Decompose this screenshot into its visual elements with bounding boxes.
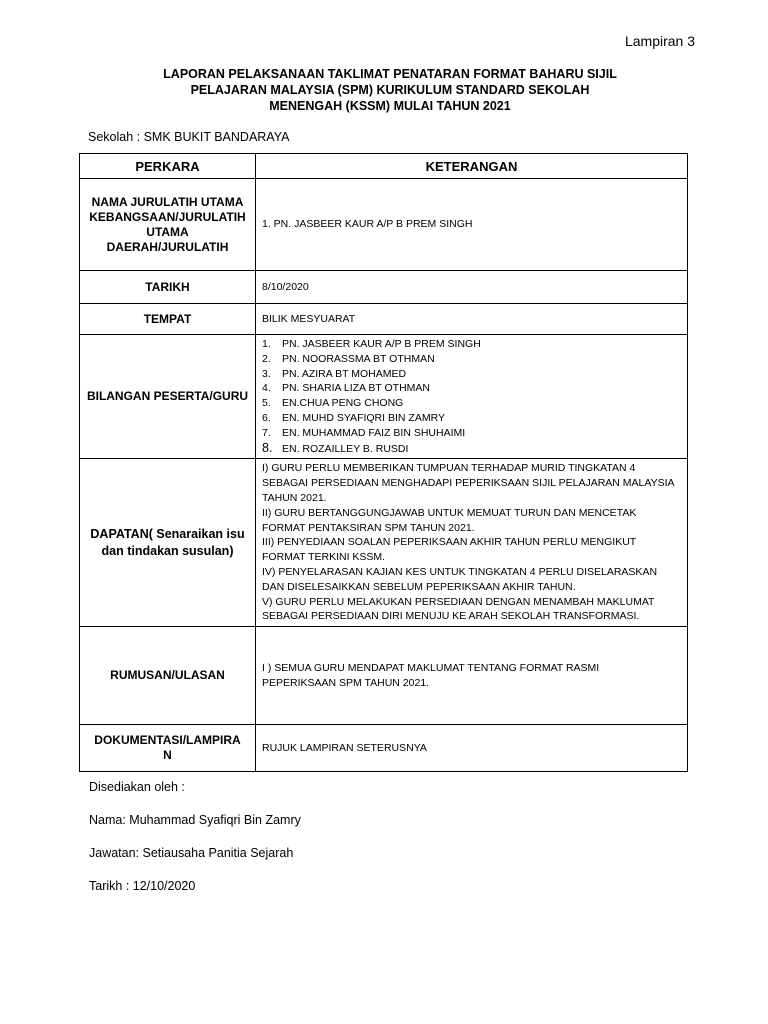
finding-line: IV) PENYELARASAN KAJIAN KES UNTUK TINGKATAN 4 PERLU DISELARASKAN [262, 565, 658, 578]
row-value-dokumentasi: RUJUK LAMPIRAN SETERUSNYA [256, 725, 688, 772]
label-line: DOKUMENTASI/LAMPIRA [94, 733, 241, 748]
finding-line: SEBAGAI PERSEDIAAN DIRI MENUJU KE ARAH SEKOLAH TRANSFORMASI. [262, 610, 640, 623]
list-item: 3. PN. AZIRA BT MOHAMED [262, 367, 407, 380]
label-line: DAERAH/JURULATIH [106, 239, 229, 254]
label-line: N [163, 748, 172, 763]
label-line: UTAMA [146, 224, 189, 239]
row-value-peserta [256, 335, 688, 459]
prepared-by-label: Disediakan oleh : [89, 780, 185, 794]
row-label-jurulatih [80, 179, 256, 271]
table-row-tempat [80, 304, 688, 335]
table-row-jurulatih [80, 179, 688, 271]
finding-line: III) PENYEDIAAN SOALAN PEPERIKSAAN AKHIR TAHUN PERLU MENGIKUT [262, 536, 637, 549]
row-value-rumusan [256, 627, 688, 725]
title-line: LAPORAN PELAKSANAAN TAKLIMAT PENATARAN FORMAT BAHARU SIJIL [163, 67, 617, 81]
table-row-peserta [80, 335, 688, 459]
lampiran-label: Lampiran 3 [624, 33, 695, 49]
table-row-rumusan [80, 627, 688, 725]
row-label-rumusan: RUMUSAN/ULASAN [80, 627, 256, 725]
list-item: 1. PN. JASBEER KAUR A/P B PREM SINGH [262, 338, 481, 350]
summary-line: PEPERIKSAAN SPM TAHUN 2021. [262, 676, 430, 689]
title-line: MENENGAH (KSSM) MULAI TAHUN 2021 [269, 99, 511, 113]
finding-line: FORMAT TERKINI KSSM. [262, 551, 386, 564]
participant-list [262, 337, 681, 456]
finding-line: DAN DISELESAIKKAN SEBELUM PEPERIKSAAN AKHIR TAHUN. [262, 580, 576, 593]
row-value-jurulatih: 1. PN. JASBEER KAUR A/P B PREM SINGH [256, 179, 688, 271]
prepared-date: Tarikh : 12/10/2020 [89, 879, 196, 893]
table-row-dapatan [80, 459, 688, 627]
summary-line: I ) SEMUA GURU MENDAPAT MAKLUMAT TENTANG FORMAT RASMI [262, 661, 600, 674]
list-item: 6. EN. MUHD SYAFIQRI BIN ZAMRY [262, 411, 445, 424]
preparer-position: Jawatan: Setiausaha Panitia Sejarah [89, 846, 294, 860]
row-label-tempat: TEMPAT [80, 304, 256, 335]
table-header-row [80, 154, 688, 179]
row-value-tempat: BILIK MESYUARAT [256, 304, 688, 335]
preparer-name: Nama: Muhammad Syafiqri Bin Zamry [89, 813, 301, 827]
table-row-dokumentasi [80, 725, 688, 772]
row-label-dapatan [80, 459, 256, 627]
list-item: 2. PN. NOORASSMA BT OTHMAN [262, 352, 435, 365]
row-label-peserta: BILANGAN PESERTA/GURU [80, 335, 256, 459]
finding-line: FORMAT PENTAKSIRAN SPM TAHUN 2021. [262, 521, 475, 534]
list-item: 8. EN. ROZAILLEY B. RUSDI [262, 440, 409, 455]
list-item: 7. EN. MUHAMMAD FAIZ BIN SHUHAIMI [262, 426, 466, 439]
label-line: dan tindakan susulan) [101, 543, 234, 558]
finding-line: TAHUN 2021. [262, 491, 327, 504]
list-item: 5. EN.CHUA PENG CHONG [262, 397, 404, 410]
row-label-tarikh: TARIKH [80, 271, 256, 304]
finding-line: V) GURU PERLU MELAKUKAN PERSEDIAAN DENGAN MENAMBAH MAKLUMAT [262, 595, 655, 608]
table-row-tarikh [80, 271, 688, 304]
finding-line: II) GURU BERTANGGUNGJAWAB UNTUK MEMUAT TURUN DAN MENCETAK [262, 506, 637, 519]
row-value-tarikh: 8/10/2020 [256, 271, 688, 304]
list-item: 4. PN. SHARIA LIZA BT OTHMAN [262, 382, 431, 395]
column-header-perkara: PERKARA [80, 154, 256, 179]
finding-line: SEBAGAI PERSEDIAAN MENGHADAPI PEPERIKSAAN SIJIL PELAJARAN MALAYSIA [262, 477, 675, 490]
column-header-keterangan: KETERANGAN [256, 154, 688, 179]
label-line: DAPATAN( Senaraikan isu [90, 526, 245, 541]
school-name: Sekolah : SMK BUKIT BANDARAYA [88, 130, 290, 144]
finding-line: I) GURU PERLU MEMBERIKAN TUMPUAN TERHADAP MURID TINGKATAN 4 [262, 462, 636, 475]
label-line: KEBANGSAAN/JURULATIH [89, 209, 246, 224]
label-line: NAMA JURULATIH UTAMA [91, 194, 244, 209]
document-title [140, 66, 640, 114]
row-value-dapatan [256, 459, 688, 627]
title-line: PELAJARAN MALAYSIA (SPM) KURIKULUM STANDARD SEKOLAH [190, 83, 590, 97]
report-table [79, 153, 688, 772]
row-label-dokumentasi [80, 725, 256, 772]
